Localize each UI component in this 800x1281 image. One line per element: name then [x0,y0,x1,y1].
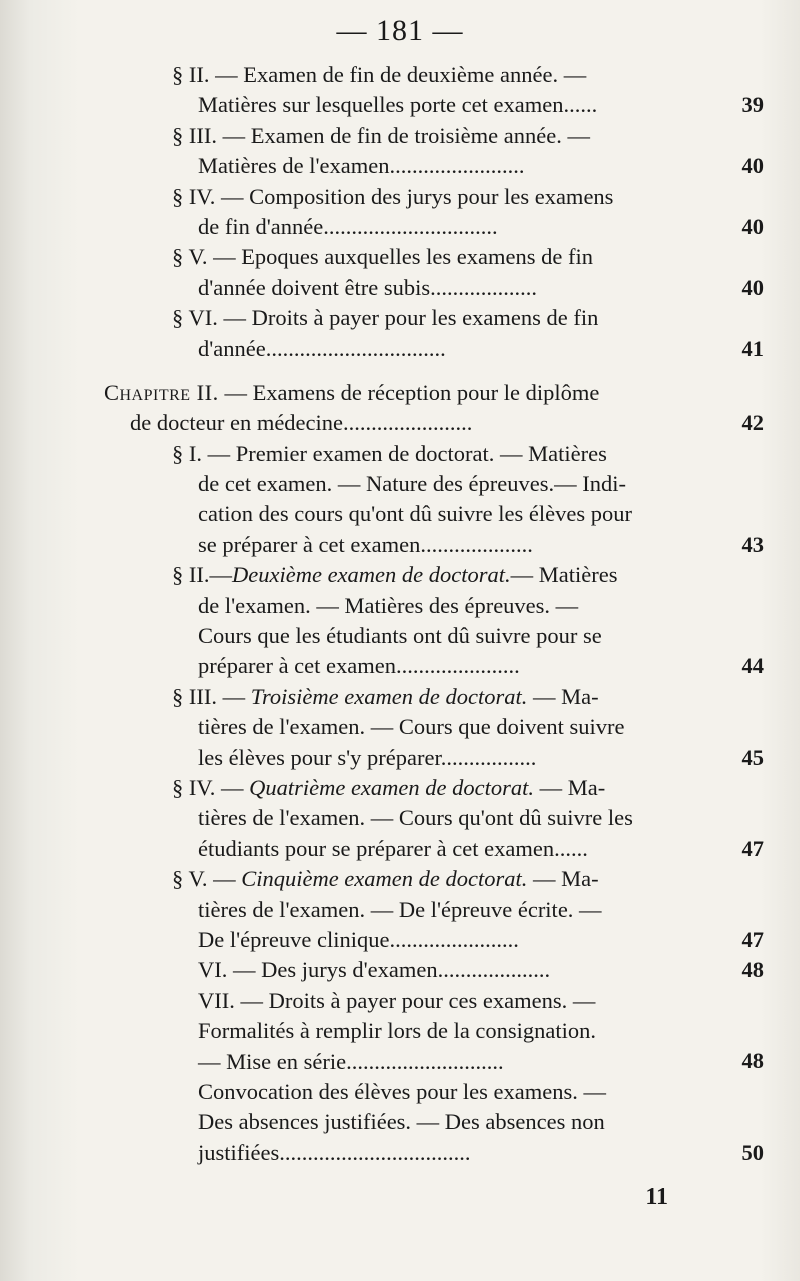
page-number-header: — 181 — [336,14,464,47]
toc-line [0,682,706,712]
section-title: Deuxième examen de doctorat. [232,562,511,588]
toc-line [0,773,706,803]
signature-mark: 11 [645,1184,668,1210]
toc-line: Cours que les étudiants ont dû suivre pour se [198,623,602,649]
toc-line: Formalités à remplir lors de la consignation. [198,1018,597,1044]
toc-entry [0,303,800,364]
toc-entry [0,242,800,303]
section-suffix: — Ma- [539,774,606,800]
toc-entry [0,955,800,985]
toc-line: tières de l'examen. — Cours que doivent suivre [198,714,625,740]
section-suffix: — Ma- [532,683,599,709]
toc-page-number: 42 [741,410,764,436]
toc-line: § VI. — Droits à payer pour les examens de fin [172,305,599,331]
toc-page-number: 50 [741,1139,764,1165]
toc-page-number: 41 [741,335,764,361]
toc-line: de cet examen. — Nature des épreuves.— Indi- [198,471,626,497]
toc-line: VI. — Des jurys d'examen.................... [198,957,551,983]
toc-entry [0,182,800,243]
chapter-entry [0,378,800,439]
table-of-contents [0,60,800,1168]
toc-line: les élèves pour s'y préparer................. [198,744,537,770]
toc-page-number: 48 [741,1048,764,1074]
toc-page-number: 40 [741,274,764,300]
toc-line [0,864,706,894]
toc-line [0,560,706,590]
section-prefix: § IV. — [172,774,244,800]
toc-line: étudiants pour se préparer à cet examen...... [198,835,588,861]
section-title: Troisième examen de doctorat. [250,683,528,709]
toc-entry [0,121,800,182]
toc-line: justifiées.................................. [198,1139,471,1165]
toc-line: § II. — Examen de fin de deuxième année. — [172,62,587,87]
toc-line: tières de l'examen. — De l'épreuve écrite. — [198,896,602,922]
toc-entry [0,864,800,955]
toc-page-number: 40 [741,213,764,239]
toc-page-number: 45 [741,744,764,770]
section-prefix: § III. — [172,683,246,709]
toc-line: § I. — Premier examen de doctorat. — Matières [172,440,607,466]
toc-line: cation des cours qu'ont dû suivre les élèves pour [198,501,632,527]
toc-line: Matières de l'examen........................ [198,153,525,179]
toc-line: § V. — Epoques auxquelles les examens de fin [172,244,593,270]
toc-line: tières de l'examen. — Cours qu'ont dû suivre les [198,805,633,831]
toc-line: se préparer à cet examen.................... [198,531,533,557]
toc-entry [0,1077,800,1168]
toc-entry [0,60,800,121]
toc-line: de docteur en médecine....................... [130,410,473,436]
toc-line: — Mise en série............................ [198,1048,504,1074]
chapter-title: — Examens de réception pour le diplôme [224,379,600,405]
toc-entry [0,560,800,682]
toc-line: VII. — Droits à payer pour ces examens. — [198,987,596,1013]
chapter-label: Chapitre II. [104,379,219,405]
toc-entry [0,682,800,773]
toc-line: d'année doivent être subis................... [198,274,537,300]
toc-line: De l'épreuve clinique....................... [198,926,519,952]
toc-line: Des absences justifiées. — Des absences non [198,1109,605,1135]
toc-line: Convocation des élèves pour les examens. — [198,1078,607,1104]
section-title: Cinquième examen de doctorat. [241,866,528,892]
toc-page-number: 47 [741,926,764,952]
toc-page-number: 44 [741,653,764,679]
toc-page-number: 43 [741,531,764,557]
toc-line: de fin d'année............................... [198,213,498,239]
toc-line: d'année................................ [198,335,446,361]
toc-line: § III. — Examen de fin de troisième année. — [172,122,590,148]
toc-line: préparer à cet examen...................... [198,653,520,679]
toc-page-number: 47 [741,835,764,861]
toc-entry [0,986,800,1077]
toc-line: § IV. — Composition des jurys pour les examens [172,183,614,209]
toc-line [0,378,720,408]
toc-entry [0,773,800,864]
section-title: Quatrième examen de doctorat. [249,774,535,800]
toc-page-number: 48 [741,957,764,983]
toc-line: de l'examen. — Matières des épreuves. — [198,592,579,618]
toc-page-number: 40 [741,153,764,179]
toc-entry [0,439,800,561]
section-prefix: § II.— [172,562,232,588]
section-prefix: § V. — [172,866,236,892]
section-suffix: — Matières [510,562,618,588]
section-suffix: — Ma- [533,866,599,892]
toc-page-number: 39 [741,92,764,118]
toc-line: Matières sur lesquelles porte cet examen...... [198,92,598,118]
